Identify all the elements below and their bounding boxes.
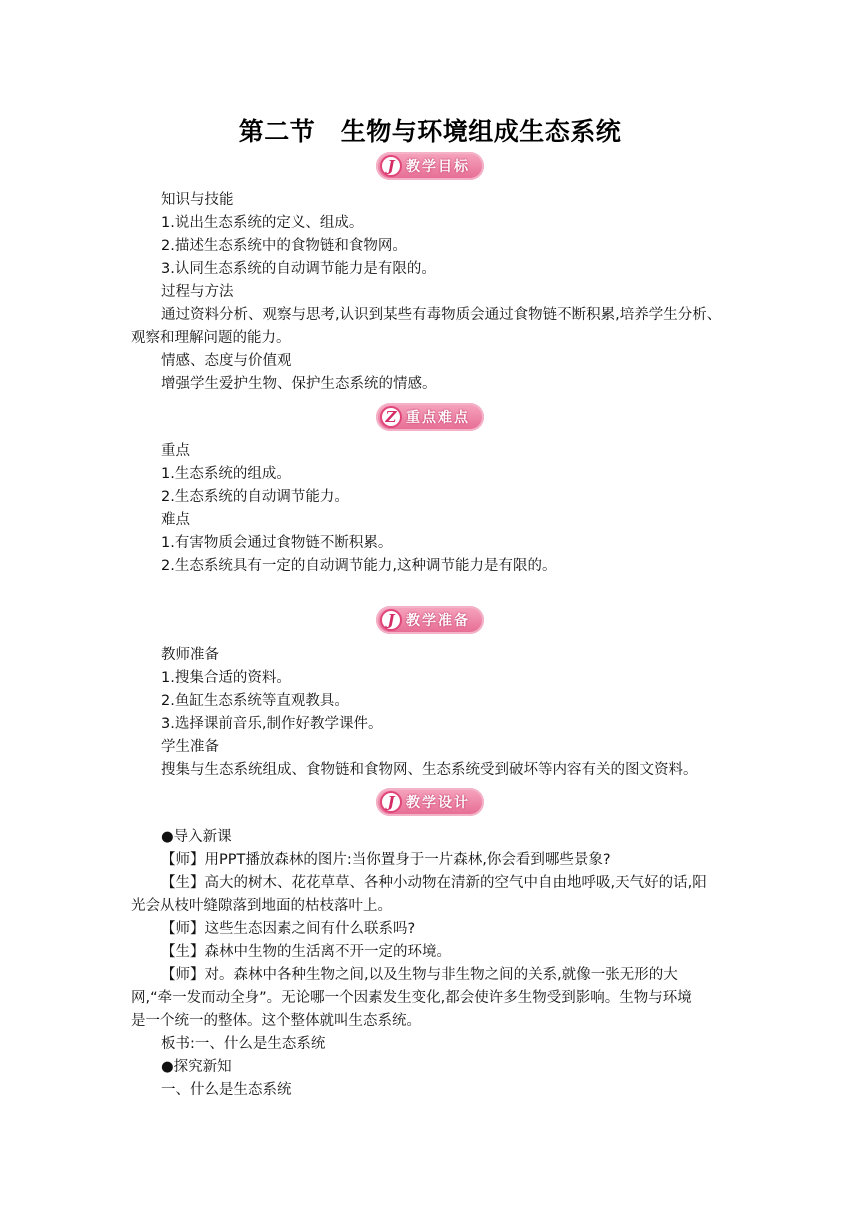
section-heading: 过程与方法 <box>161 284 234 300</box>
section-heading: 难点 <box>161 512 190 528</box>
list-item: 3.选择课前音乐,制作好教学课件。 <box>161 716 383 732</box>
letter-circle-icon: Z <box>380 406 402 428</box>
section-heading: 教师准备 <box>161 647 219 663</box>
list-item: 2.生态系统具有一定的自动调节能力,这种调节能力是有限的。 <box>161 558 557 574</box>
paragraph-line: 增强学生爱护生物、保护生态系统的情感。 <box>161 376 437 392</box>
badge-label: 教学准备 <box>406 613 470 629</box>
list-item: 2.生态系统的自动调节能力。 <box>161 489 349 505</box>
list-item: 1.说出生态系统的定义、组成。 <box>161 215 364 231</box>
letter-circle-icon: J <box>380 155 402 177</box>
paragraph-line: 搜集与生态系统组成、食物链和食物网、生态系统受到破坏等内容有关的图文资料。 <box>161 762 698 778</box>
list-item: 1.生态系统的组成。 <box>161 466 291 482</box>
paragraph-line: 通过资料分析、观察与思考,认识到某些有毒物质会通过食物链不断积累,培养学生分析、 <box>161 307 722 323</box>
dialogue-line: 光会从枝叶缝隙落到地面的枯枝落叶上。 <box>131 898 392 914</box>
list-item: 1.有害物质会通过食物链不断积累。 <box>161 535 393 551</box>
paragraph-line: 观察和理解问题的能力。 <box>131 330 291 346</box>
section-bullet: ●导入新课 <box>161 829 232 845</box>
dialogue-line: 【生】高大的树木、花花草草、各种小动物在清新的空气中自由地呼吸,天气好的话,阳 <box>161 875 707 891</box>
dialogue-line: 是一个统一的整体。这个整体就叫生态系统。 <box>131 1013 421 1029</box>
dialogue-line: 网,“牵一发而动全身”。无论哪一个因素发生变化,都会使许多生物受到影响。生物与环境 <box>131 990 692 1006</box>
list-item: 2.鱼缸生态系统等直观教具。 <box>161 693 349 709</box>
board-note: 板书:一、什么是生态系统 <box>161 1036 326 1052</box>
section-bullet: ●探究新知 <box>161 1059 232 1075</box>
page-title: 第二节 生物与环境组成生态系统 <box>238 117 622 146</box>
letter-circle-icon: J <box>380 609 402 631</box>
section-heading: 知识与技能 <box>161 192 234 208</box>
section-heading: 重点 <box>161 443 190 459</box>
dialogue-line: 【师】对。森林中各种生物之间,以及生物与非生物之间的关系,就像一张无形的大 <box>161 967 678 983</box>
badge-label: 教学设计 <box>406 795 470 811</box>
dialogue-line: 【师】这些生态因素之间有什么联系吗? <box>161 921 416 937</box>
badge-label: 教学目标 <box>406 159 470 175</box>
list-item: 1.搜集合适的资料。 <box>161 670 291 686</box>
design-badge <box>376 788 484 816</box>
dialogue-line: 【生】森林中生物的生活离不开一定的环境。 <box>161 944 451 960</box>
list-item: 3.认同生态系统的自动调节能力是有限的。 <box>161 261 436 277</box>
section-heading: 情感、态度与价值观 <box>161 353 292 369</box>
dialogue-line: 【师】用PPT播放森林的图片:当你置身于一片森林,你会看到哪些景象? <box>161 852 611 868</box>
subsection-heading: 一、什么是生态系统 <box>161 1082 292 1098</box>
preparation-badge <box>376 606 484 634</box>
keypoints-badge <box>376 403 484 431</box>
badge-label: 重点难点 <box>406 410 470 426</box>
letter-circle-icon: J <box>380 791 402 813</box>
section-heading: 学生准备 <box>161 739 219 755</box>
list-item: 2.描述生态系统中的食物链和食物网。 <box>161 238 407 254</box>
objectives-badge <box>376 152 484 180</box>
